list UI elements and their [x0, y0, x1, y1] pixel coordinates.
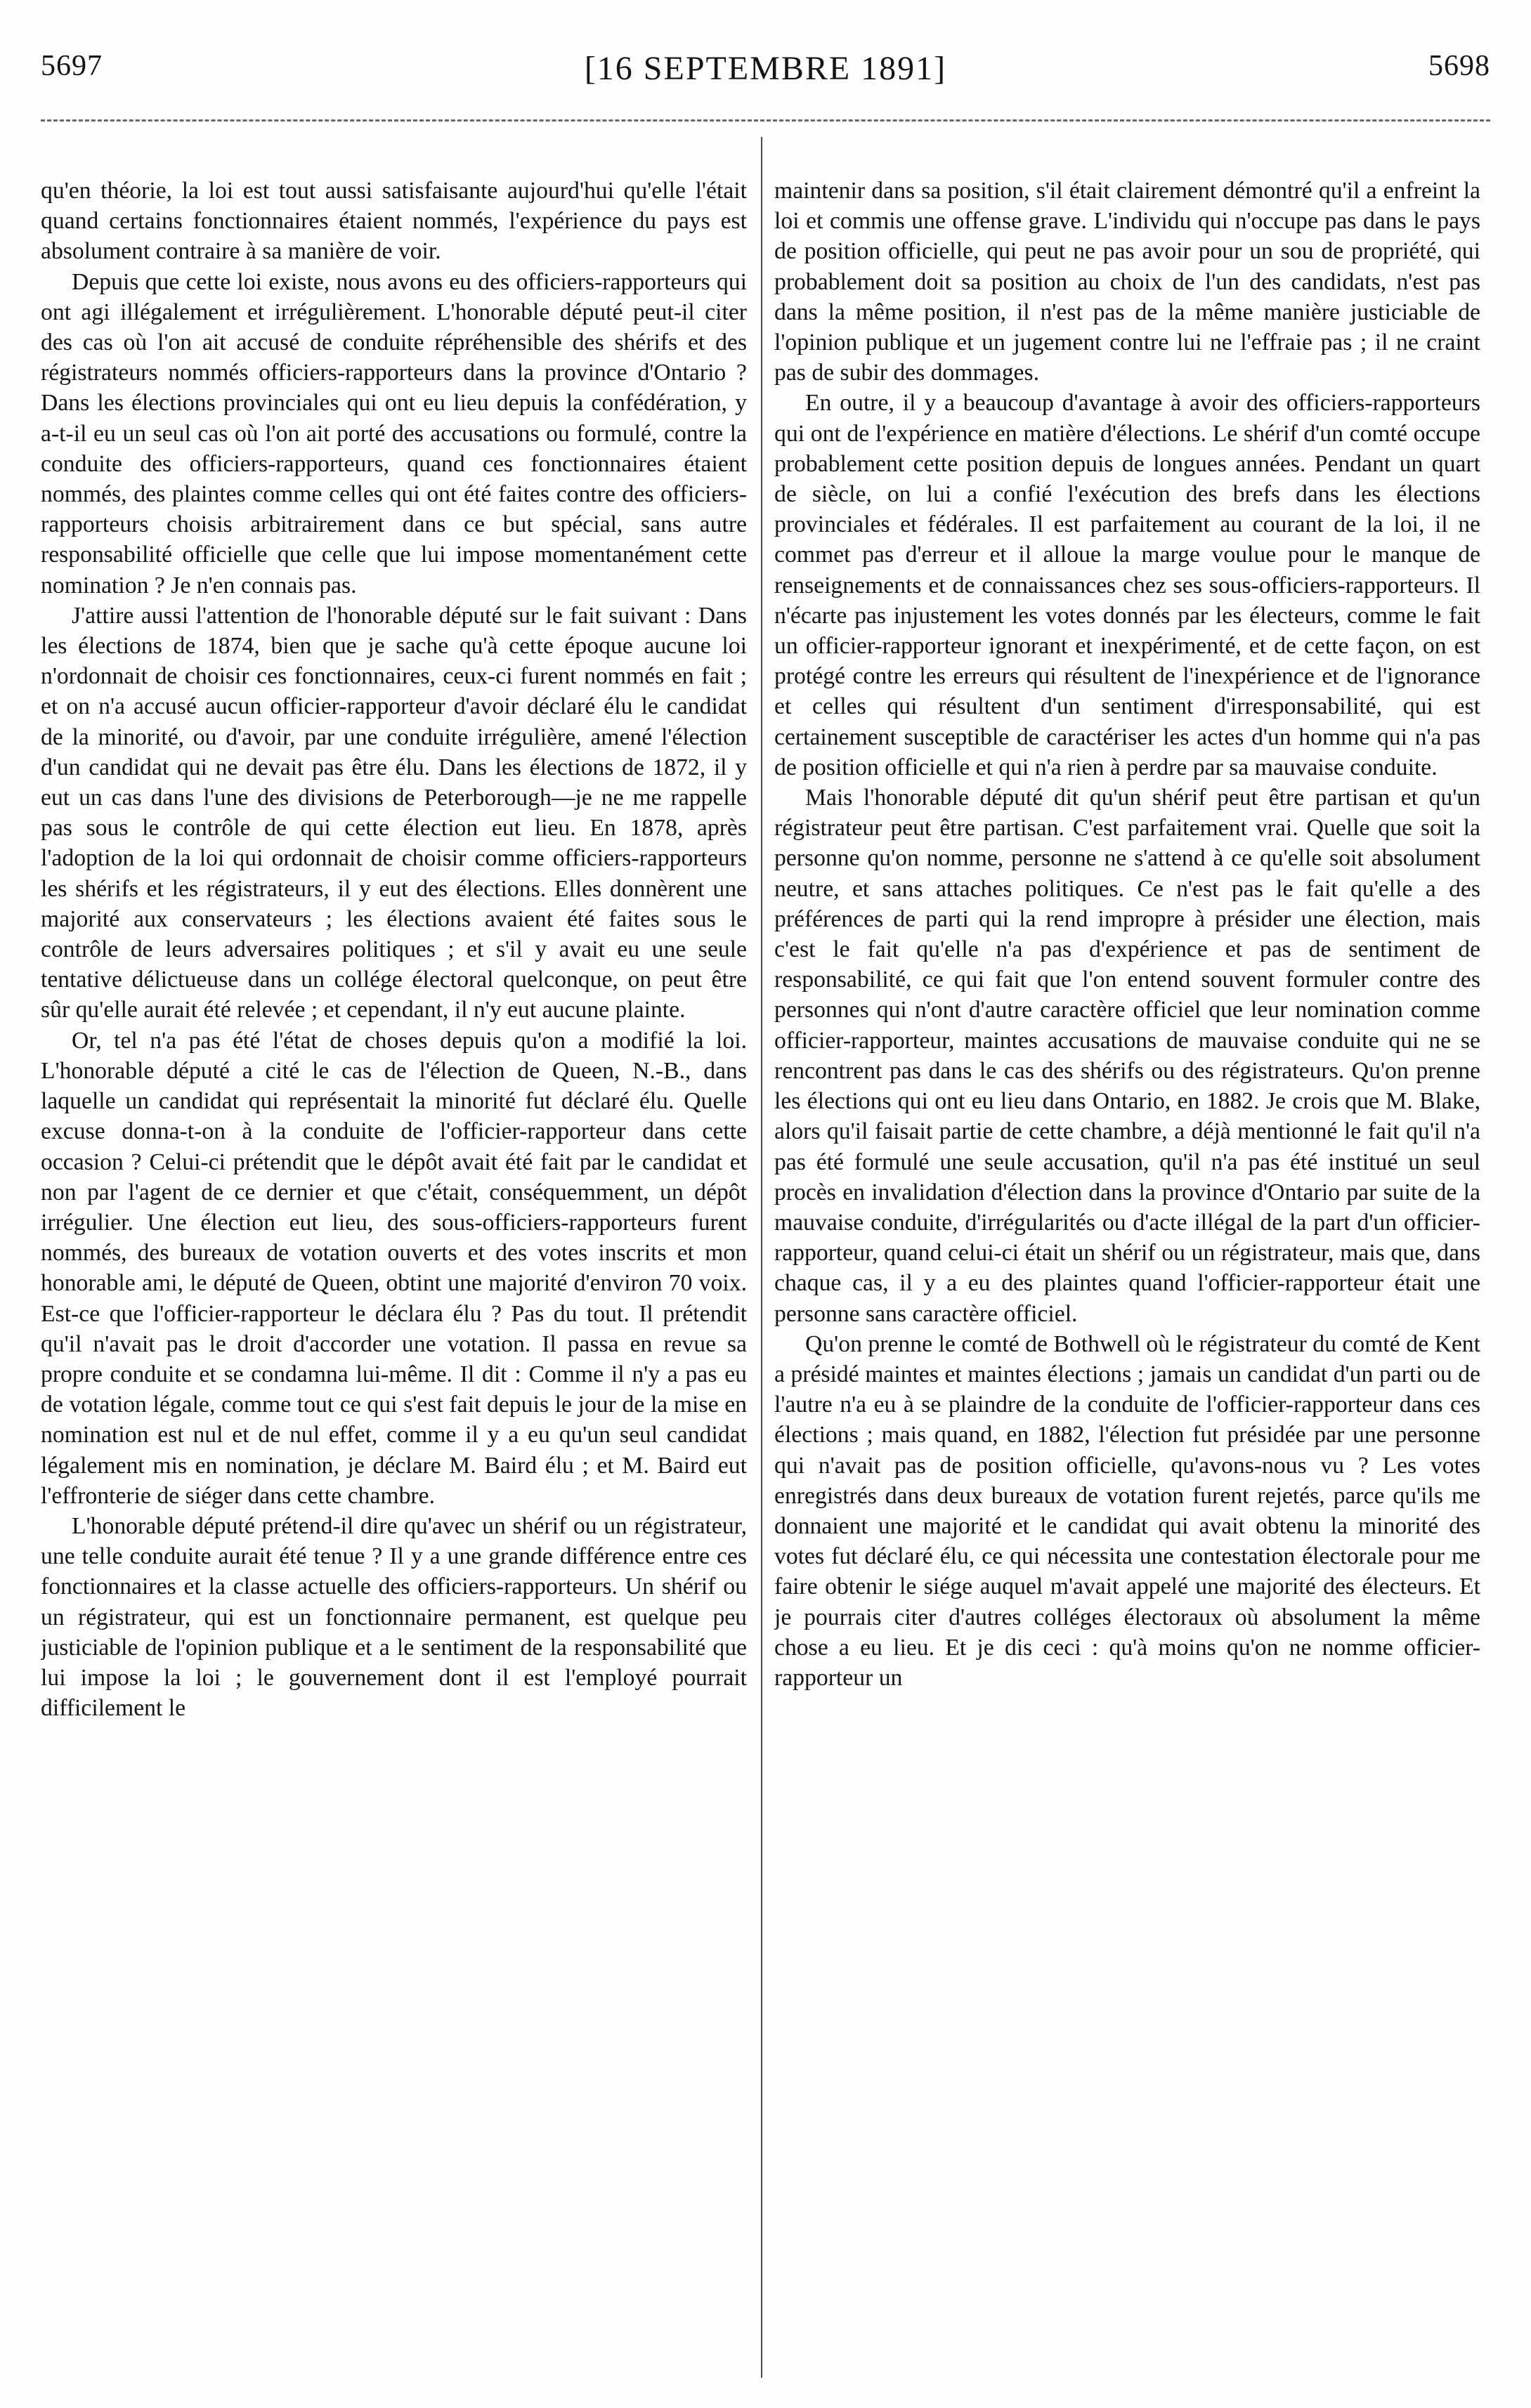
header-rule	[41, 119, 1490, 122]
paragraph: En outre, il y a beaucoup d'avantage à avoir des officiers-rapporteurs qui ont de l'expérience en matière d'élections. Le shérif d'un comté occupe probablement cette position depuis de longues années. Pendant un quart de siècle, on lui a confié l'exécution des brefs dans les élections provinciales et fédérales. Il est parfaitement au courant de la loi, il ne commet pas d'erreur et il alloue la marge voulue pour le manque de renseignements et de connaissances chez ses sous-officiers-rapporteurs. Il n'écarte pas injustement les votes donnés par les électeurs, comme le fait un officier-rapporteur ignorant et inexpérimenté, et de cette façon, on est protégé contre les erreurs qui résultent de l'inexpérience et de l'ignorance et celles qui résultent d'un sentiment d'irresponsabilité, qui est certainement susceptible de caractériser les actes d'un homme qui n'a pas de position officielle et qui n'a rien à perdre par sa mauvaise conduite.	[774, 390, 1480, 780]
paragraph: J'attire aussi l'attention de l'honorable député sur le fait suivant : Dans les élections de 1874, bien que je sache qu'à cette époque aucune loi n'ordonnait de choisir ces fonctionnaires, ceux-ci furent nommés en fait ; et on n'a accusé aucun officier-rapporteur d'avoir déclaré élu le candidat de la minorité, ou d'avoir, par une conduite irrégulière, amené l'élection d'un candidat qui ne devait pas être élu. Dans les élections de 1872, il y eut un cas dans l'une des divisions de Peterborough—je ne me rappelle pas sous le contrôle de qui cette élection eut lieu. En 1878, après l'adoption de la loi qui ordonnait de choisir comme officiers-rapporteurs les shérifs et les régistrateurs, il y eut des élections. Elles donnèrent une majorité aux conservateurs ; les élections avaient été faites sous le contrôle de leurs adversaires politiques ; et s'il y avait eu une seule tentative délictueuse dans un collége électoral quelconque, on peut être sûr qu'elle aurait été relevée ; et cependant, il n'y eut aucune plainte.	[41, 602, 747, 1023]
paragraph: Depuis que cette loi existe, nous avons eu des officiers-rapporteurs qui ont agi illégalement et irrégulièrement. L'honorable député peut-il citer des cas où l'on ait accusé de conduite répréhensible des shérifs et des régistrateurs nommés officiers-rapporteurs dans la province d'Ontario ? Dans les élections provinciales qui ont eu lieu depuis la confédération, y a-t-il eu un seul cas où l'on ait porté des accusations ou formulé, contre la conduite des officiers-rapporteurs, quand ces fonctionnaires étaient nommés, des plaintes comme celles qui ont été faites contre des officiers-rapporteurs choisis arbitrairement dans ce but spécial, sans autre responsabilité officielle que celle que lui impose momentanément cette nomination ? Je n'en connais pas.	[41, 268, 747, 598]
paragraph: L'honorable député prétend-il dire qu'avec un shérif ou un régistrateur, une telle conduite aurait été tenue ? Il y a une grande différence entre ces fonctionnaires et la classe actuelle des officiers-rapporteurs. Un shérif ou un régistrateur, qui est un fonctionnaire permanent, est quelque peu justiciable de l'opinion publique et a le sentiment de la responsabilité que lui impose la loi ; le gouvernement dont il est l'employé pourrait difficilement le	[41, 1512, 747, 1722]
header-date: [16 SEPTEMBRE 1891]	[584, 50, 947, 87]
paragraph: Mais l'honorable député dit qu'un shérif peut être partisan et qu'un régistrateur peut être partisan. C'est parfaitement vrai. Quelle que soit la personne qu'on nomme, personne ne s'attend à ce qu'elle soit absolument neutre, et sans attaches politiques. Ce n'est pas le fait qu'elle a des préférences de parti qui la rend impropre à présider une élection, mais c'est le fait qu'elle n'a pas d'expérience et pas de sentiment de responsabilité, ce qui fait que l'on entend souvent formuler contre des personnes qui n'ont d'autre caractère officiel que leur nomination comme officier-rapporteur, maintes accusations de mauvaise conduite qui ne se rencontrent pas dans le cas des shérifs ou des régistrateurs. Qu'on prenne les élections qui ont eu lieu dans Ontario, en 1882. Je crois que M. Blake, alors qu'il faisait partie de cette chambre, a déjà mentionné le fait qu'il n'a pas été formulé une seule accusation, qu'il n'a pas été institué un seul procès en invalidation d'élection dans la province d'Ontario par suite de la mauvaise conduite, d'irrégularités ou d'acte illégal de la part d'un officier-rapporteur, quand celui-ci était un shérif ou un régistrateur, mais que, dans chaque cas, il y a eu des plaintes quand l'officier-rapporteur était une personne sans caractère officiel.	[774, 785, 1480, 1327]
left-column	[41, 176, 747, 2374]
page-number-right: 5698	[1428, 50, 1490, 82]
paragraph: Qu'on prenne le comté de Bothwell où le régistrateur du comté de Kent a présidé maintes et maintes élections ; jamais un candidat d'un parti ou de l'autre n'a eu à se plaindre de la conduite de l'officier-rapporteur dans ces élections ; mais quand, en 1882, l'élection fut présidée par une personne qui n'avait pas de position officielle, qu'avons-nous vu ? Les votes enregistrés dans deux bureaux de votation furent rejetés, parce qu'ils me donnaient une majorité et le candidat qui avait obtenu la minorité des votes fut déclaré élu, ce qui nécessita une contestation électorale pour me faire obtenir le siége auquel m'avait appelé une majorité des électeurs. Et je pourrais citer d'autres colléges électoraux où absolument la même chose a eu lieu. Et je dis ceci : qu'à moins qu'on ne nomme officier-rapporteur un	[774, 1330, 1480, 1691]
page-number-left: 5697	[41, 50, 103, 82]
paragraph: qu'en théorie, la loi est tout aussi satisfaisante aujourd'hui qu'elle l'était quand certains fonctionnaires étaient nommés, l'expérience du pays est absolument contraire à sa manière de voir.	[41, 178, 747, 265]
paragraph: maintenir dans sa position, s'il était clairement démontré qu'il a enfreint la loi et commis une offense grave. L'individu qui n'occupe pas dans le pays de position officielle, qui peut ne pas avoir pour un sou de propriété, qui probablement doit sa position au choix de l'un des candidats, n'est pas dans la même position, il n'est pas de la même manière justiciable de l'opinion publique et un jugement contre lui ne l'effraie pas ; il ne craint pas de subir des dommages.	[774, 178, 1480, 386]
paragraph: Or, tel n'a pas été l'état de choses depuis qu'on a modifié la loi. L'honorable député a cité le cas de l'élection de Queen, N.-B., dans laquelle un candidat qui représentait la minorité fut déclaré élu. Quelle excuse donna-t-on à la conduite de l'officier-rapporteur dans cette occasion ? Celui-ci prétendit que le dépôt avait été fait par le candidat et non par l'agent de ce dernier et que c'était, conséquemment, un dépôt irrégulier. Une élection eut lieu, des sous-officiers-rapporteurs furent nommés, des bureaux de votation ouverts et des votes inscrits et mon honorable ami, le député de Queen, obtint une majorité d'environ 70 voix. Est-ce que l'officier-rapporteur le déclara élu ? Pas du tout. Il prétendit qu'il n'avait pas le droit d'accorder une votation. Il passa en revue sa propre conduite et se condamna lui-même. Il dit : Comme il n'y a pas eu de votation légale, comme tout ce qui s'est fait depuis le jour de la mise en nomination est nul et de nul effet, comme il y a eu qu'un seul candidat légalement mis en nomination, je déclare M. Baird élu ; et M. Baird eut l'effronterie de siéger dans cette chambre.	[41, 1027, 747, 1509]
column-divider	[761, 137, 762, 2378]
page-header	[41, 49, 1490, 105]
right-column	[774, 176, 1480, 2374]
